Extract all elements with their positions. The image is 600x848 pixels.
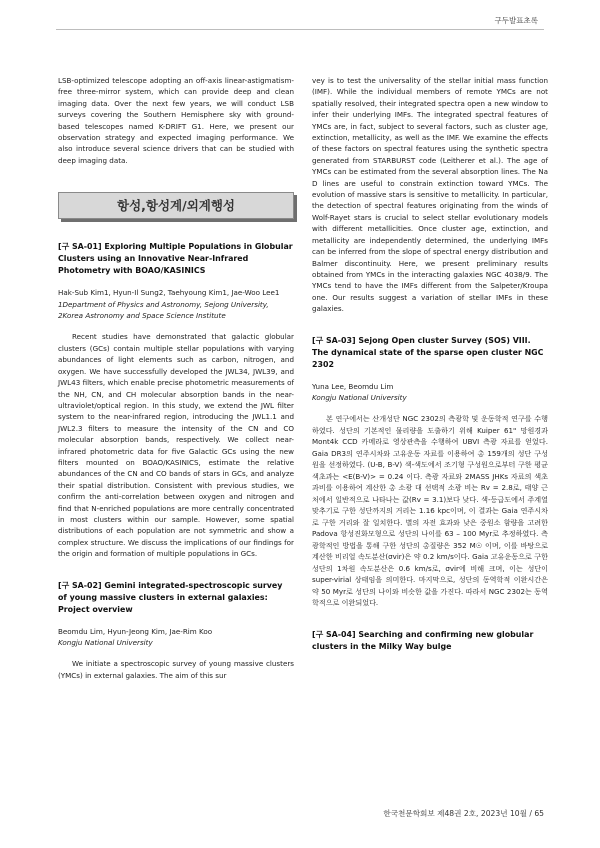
page-header <box>0 0 600 30</box>
right-column <box>312 75 548 653</box>
header-divider <box>56 29 544 30</box>
affiliation-sa03: Kongju National University <box>312 392 407 402</box>
page-footer: 한국천문학회보 제48권 2호, 2023년 10월 / 65 <box>383 809 544 818</box>
abstract-title-sa03: [구 SA-03] Sejong Open cluster Survey (SOS) VIII. The dynamical state of the sparse open cluster NGC 2302 <box>312 335 544 369</box>
authors-sa03: Yuna Lee, Beomdu Lim <box>312 381 394 391</box>
abstract-title-sa01: [구 SA-01] Exploring Multiple Populations in Globular Clusters using an Innovative Near-Infrared Photometry with BOAO/KASINICS <box>58 242 293 276</box>
affiliation-sa02: Kongju National University <box>58 638 153 647</box>
intro-paragraph: LSB-optimized telescope adopting an off-axis linear-astigmatism-free three-mirror system, which can provide deep and clean imaging data. Over the next few years, we will conduct LSB surveys covering the Southern Hemisphere sky with ground-based telescopes named K-DRIFT G1. Here, we present our observation strategy and expected imaging performance. We also introduce several science drivers that can be studied with deep imaging data. <box>58 76 294 165</box>
authors-sa02: Beomdu Lim, Hyun-Jeong Kim, Jae-Rim Koo <box>58 626 213 636</box>
affiliation-sa01-1: 1Department of Physics and Astronomy, Sejong University, <box>58 299 269 309</box>
abstract-body-sa03: 본 연구에서는 산개성단 NGC 2302의 측광학 및 운동학적 연구를 수행하였다. 성단의 기본적인 물리량을 도출하기 위해 Kuiper 61" 망원경과 Mont4k CCD 카메라로 영상관측을 수행하여 UBVI 측광 자료를 얻었다. Gaia DR3의 연주시차와 고유운동 자료를 이용하여 총 159개의 성단 구성원을 선정하였다. (U-B, B-V) 색-색도에서 조기형 구성원으로부터 구한 평균 색초과는 <E(B-V)> = 0.24 이다. 측광 자료와 2MASS JHKs 자료의 색초과비를 이용하여 계산한 총 소광 대 선택적 소광 비는 Rv = 2.8로, 태양 근처에서 일반적으로 나타나는 값(Rv = 3.1)보다 낮다. 색-등급도에서 주계열 맞추기로 구한 성단까지의 거리는 1.16 kpc이며, 이 결과는 Gaia 연주시차로 구한 거리와 잘 일치한다. 별의 자전 효과와 낮은 중원소 함량을 고려한 Padova 항성진화모형으로 성단의 나이를 63 – 100 Myr로 추정하였다. 측광학적인 방법을 통해 구한 성단의 총질량은 352 M☉ 이며, 이를 바탕으로 계산한 비리얼 속도분산(σvir)은 약 0.2 km/s이다. Gaia 고유운동으로 구한 성단의 1차원 속도분산은 0.6 km/s로, σvir에 비해 크며, 이는 성단이 super-virial 상태임을 의미한다. 마지막으로, 성단의 동역학적 이완시간은 약 50 Myr로 성단의 나이와 비슷한 값을 가진다. 따라서 NGC 2302는 동역학적으로 이완되었다. <box>312 414 548 608</box>
abstract-title-sa02: [구 SA-02] Gemini integrated-spectroscopic survey of young massive clusters in external galaxies: Project overview <box>58 580 283 614</box>
section-header-label: 구두발표초록 <box>494 16 538 25</box>
affiliation-sa01-2: 2Korea Astronomy and Space Science Institute <box>58 311 226 321</box>
abstract-title-sa04: [구 SA-04] Searching and confirming new globular clusters in the Milky Way bulge <box>312 629 534 651</box>
section-banner: 항성,항성계/외계행성 <box>58 192 294 219</box>
abstract-body-sa02-start: We initiate a spectroscopic survey of young massive clusters (YMCs) in external galaxies. The aim of this sur <box>58 659 294 680</box>
left-column <box>58 75 294 681</box>
abstract-body-sa02-continued: vey is to test the universality of the stellar initial mass function (IMF). While the individual members of remote YMCs are not spatially resolved, their integrated spectra open a new window to infer their underlying IMFs. The integrated spectral features of YMCs are, in fact, subject to several factors, such as cluster age, extinction, metallicity, as well as the IMF. We examine the effects of these factors on spectral features using the synthetic spectra generated from STARBURST code (Leitherer et al.). The age of YMCs can be estimated from the several absorption lines. The Na D lines are useful to constrain extinction toward YMCs. The evolution of massive stars is sensitive to metallicity. In particular, the detection of spectral features originating from the winds of Wolf-Rayet stars is crucial to select stellar evolutionary models with different metallicities. Once cluster age, extinction, and metallicity are independently determined, the underlying IMFs can be inferred from the slope of spectral energy distribution and Balmer discontinuity. Here, we present preliminary results obtained from YMCs in the interacting galaxies NGC 4038/9. The YMCs tend to have the IMFs different from the Salpeter/Kroupa one. Our results suggest a variation of stellar IMFs in these galaxies. <box>312 76 548 314</box>
abstract-body-sa01: Recent studies have demonstrated that galactic globular clusters (GCs) contain multiple stellar populations with varying abundances of light elements such as carbon, nitrogen, and oxygen. We have successfully developed the JWL34, JWL39, and JWL43 filters, which enable precise photometric measurements of the NH, CN, and CH molecular absorption bands in the near-ultraviolet/optical region. In this study, we extend the JWL filter system to the near-infrared region, introducing the JWL1.1 and JWL2.3 filters to measure the intensity of the CN and CO molecular absorption bands, respectively. We collect near-infrared photometric data for five Galactic GCs using the new filters mounted on BOAO/KASINICS, estimate the relative abundances of the CN and CO bands of stars in GCs, and analyze their spatial distribution. Consistent with previous studies, we confirm the anti-correlation between oxygen and nitrogen and find that N-enriched populations are more centrally concentrated in most clusters within our sample. However, some spatial distributions of each population are not symmetric and show a complex structure. We discuss the implications of our findings for the origin and formation of multiple populations in GCs. <box>58 332 294 559</box>
authors-sa01: Hak-Sub Kim1, Hyun-Il Sung2, Taehyoung Kim1, Jae-Woo Lee1 <box>58 288 280 298</box>
